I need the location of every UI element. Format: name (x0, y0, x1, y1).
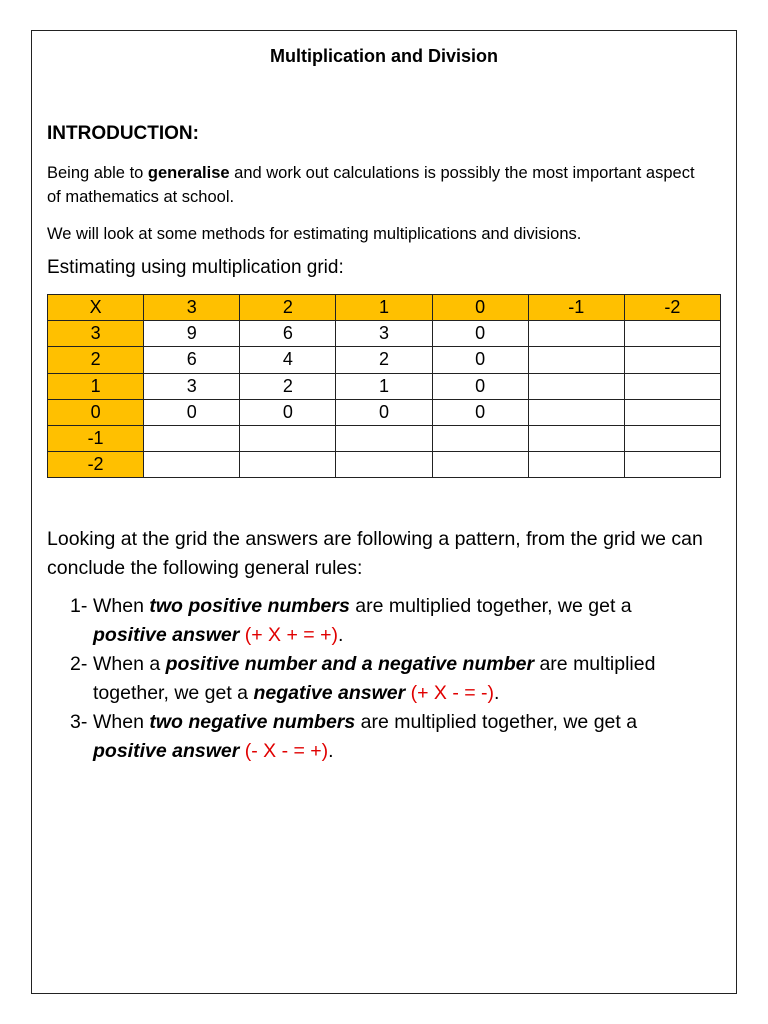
rule-end: . (328, 740, 334, 762)
grid-col-header: 0 (432, 295, 528, 321)
rule-result: positive answer (93, 740, 240, 762)
grid-cell (528, 347, 624, 373)
grid-cell: 0 (432, 373, 528, 399)
grid-cell (624, 425, 720, 451)
grid-cell: 1 (336, 373, 432, 399)
grid-row-header: -2 (48, 452, 144, 478)
intro-paragraph-1 (47, 161, 707, 209)
grid-cell (624, 347, 720, 373)
grid-cell: 3 (144, 373, 240, 399)
grid-row (48, 347, 721, 373)
rule-emphasis: two positive numbers (149, 595, 350, 617)
grid-row-header: 3 (48, 321, 144, 347)
intro-paragraph-2: We will look at some methods for estimating multiplications and divisions. (47, 225, 582, 243)
grid-cell: 4 (240, 347, 336, 373)
rule-sign-formula: (- X - = +) (244, 740, 329, 762)
grid-cell: 0 (432, 347, 528, 373)
grid-cell: 2 (336, 347, 432, 373)
grid-cell (528, 321, 624, 347)
grid-heading: Estimating using multiplication grid: (47, 257, 344, 278)
grid-cell (624, 452, 720, 478)
rule-sign-formula: (+ X - = -) (410, 682, 495, 704)
grid-cell (144, 452, 240, 478)
grid-row (48, 399, 721, 425)
grid-cell (528, 425, 624, 451)
rule-item (70, 592, 710, 650)
rule-number: 1- (70, 595, 88, 617)
rule-text: are multiplied together, we get a (349, 595, 632, 617)
grid-cell (528, 452, 624, 478)
grid-cell (528, 399, 624, 425)
grid-cell: 0 (432, 321, 528, 347)
rule-text: When (93, 711, 150, 733)
grid-row-header: -1 (48, 425, 144, 451)
rules-list (70, 592, 710, 766)
rule-text: are multiplied together, we get a (93, 653, 656, 704)
rule-item (70, 650, 710, 708)
intro-heading: INTRODUCTION: (47, 123, 199, 144)
grid-cell: 9 (144, 321, 240, 347)
grid-cell: 6 (144, 347, 240, 373)
grid-cell (240, 425, 336, 451)
grid-cell: 0 (336, 399, 432, 425)
grid-col-header: -2 (624, 295, 720, 321)
rule-result: positive answer (93, 624, 240, 646)
rule-end: . (337, 624, 344, 646)
grid-col-header: 3 (144, 295, 240, 321)
grid-row (48, 452, 721, 478)
grid-cell: 0 (144, 399, 240, 425)
grid-cell: 6 (240, 321, 336, 347)
grid-row (48, 425, 721, 451)
grid-col-header: 1 (336, 295, 432, 321)
rule-emphasis: positive number and a negative number (165, 653, 535, 675)
p1-after: and work out calculations is possibly the most important aspect of mathematics at school. (47, 164, 695, 206)
grid-cell (336, 452, 432, 478)
grid-cell: 0 (240, 399, 336, 425)
rule-text: When (93, 595, 150, 617)
grid-cell (624, 399, 720, 425)
rule-emphasis: two negative numbers (149, 711, 356, 733)
rule-text: When a (93, 653, 166, 675)
p1-before: Being able to (47, 164, 148, 182)
grid-row-header: 0 (48, 399, 144, 425)
grid-row-header: 2 (48, 347, 144, 373)
grid-col-header: 2 (240, 295, 336, 321)
grid-row-header: 1 (48, 373, 144, 399)
rule-sign-formula: (+ X + = +) (244, 624, 338, 646)
rule-end: . (494, 682, 500, 704)
grid-cell (528, 373, 624, 399)
grid-col-header: -1 (528, 295, 624, 321)
p1-bold-word: generalise (147, 164, 230, 182)
grid-header-row (48, 295, 721, 321)
conclusion-paragraph: Looking at the grid the answers are following a pattern, from the grid we can conclude the following general rules: (47, 528, 703, 579)
grid-cell (144, 425, 240, 451)
grid-cell (624, 373, 720, 399)
rule-number: 3- (70, 711, 88, 733)
grid-cell (336, 425, 432, 451)
grid-cell (624, 321, 720, 347)
rule-result: negative answer (253, 682, 406, 704)
grid-cell: 3 (336, 321, 432, 347)
grid-cell: 0 (432, 399, 528, 425)
grid-cell (432, 425, 528, 451)
rule-number: 2- (70, 653, 88, 675)
grid-cell: 2 (240, 373, 336, 399)
grid-row (48, 373, 721, 399)
grid-row (48, 321, 721, 347)
multiplication-grid (47, 294, 721, 478)
grid-cell (432, 452, 528, 478)
rule-text: are multiplied together, we get a (355, 711, 638, 733)
document-title: Multiplication and Division (269, 46, 498, 66)
rule-item (70, 708, 710, 766)
grid-corner-cell: X (48, 295, 144, 321)
grid-cell (240, 452, 336, 478)
